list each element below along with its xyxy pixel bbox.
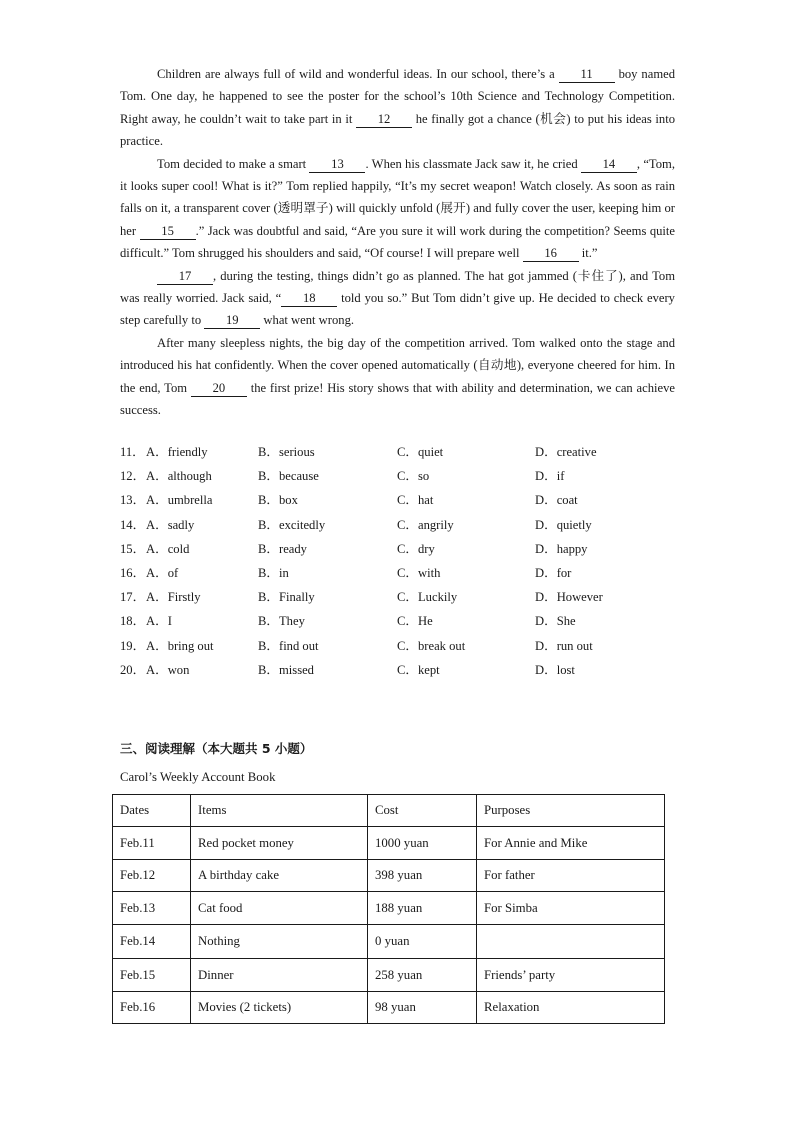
table-cell: 398 yuan [368, 860, 477, 892]
passage-text: .” Jack was doubtful and said, “Are you sure it will work during the competition? Seems quite difficult.” Tom shrugged his shoulders and said, “Of course! I will prepare well [120, 223, 675, 261]
blank-11: 11 [559, 67, 615, 83]
table-cell: Feb.14 [113, 925, 191, 959]
question-row [120, 488, 680, 512]
question-number: 16． [120, 565, 146, 580]
question-row [120, 464, 680, 488]
account-table [112, 794, 665, 1024]
passage-paragraph [120, 153, 675, 265]
passage-text: he finally got a chance (机会) to put his ideas into practice. [120, 111, 675, 149]
table-row [113, 892, 665, 925]
passage-text: Children are always full of wild and wonderful ideas. In our school, there’s a [157, 67, 559, 81]
passage-text: what went wrong. [260, 313, 355, 328]
option-d: D．happy [535, 541, 588, 556]
option-a: A．I [146, 614, 172, 629]
option-a: A．umbrella [146, 493, 213, 508]
blank-20: 20 [191, 381, 247, 397]
answer-options [120, 440, 680, 682]
option-b: B．ready [258, 541, 307, 556]
table-row [113, 827, 665, 860]
column-header: Dates [113, 795, 191, 827]
option-d: D．lost [535, 662, 575, 677]
table-cell: 0 yuan [368, 925, 477, 959]
passage-paragraph [120, 63, 675, 153]
table-row [113, 959, 665, 992]
option-a: A．of [146, 565, 179, 580]
passage-text: the first prize! His story shows that with ability and determination, we can achieve success. [120, 380, 675, 418]
table-cell: For Annie and Mike [477, 827, 665, 860]
table-cell: Relaxation [477, 992, 665, 1024]
option-b: B．serious [258, 445, 315, 459]
table-cell: Feb.13 [113, 892, 191, 925]
table-cell: 1000 yuan [368, 827, 477, 860]
question-row [120, 609, 680, 633]
option-c: C．with [397, 565, 441, 580]
option-b: B．find out [258, 638, 319, 653]
table-cell: Cat food [191, 892, 368, 925]
option-a: A．won [146, 662, 190, 677]
option-d: D．She [535, 614, 576, 629]
option-a: A．bring out [146, 638, 214, 653]
table-caption: Carol’s Weekly Account Book [120, 770, 276, 784]
passage-text: . When his classmate Jack saw it, he cried [365, 156, 581, 171]
table-cell: Feb.11 [113, 827, 191, 860]
passage-text: After many sleepless nights, the big day of the competition arrived. Tom walked onto the stage and introduced his hat confidently. When the cover opened automatically (自动地), everyone cheered for him. In the end, Tom [120, 335, 675, 395]
blank-13: 13 [309, 157, 365, 173]
passage-text: , “Tom, it looks super cool! What is it?” Tom replied happily, “It’s my secret weapon! Watch closely. As soon as rain falls on it, a transparent cover (透明罩子) will quickly unfold (展开) and fully cover the user, keeping him or her [120, 156, 675, 238]
table-cell: 258 yuan [368, 959, 477, 992]
question-row [120, 658, 680, 682]
question-row [120, 634, 680, 658]
blank-18: 18 [281, 291, 337, 307]
option-a: A．sadly [146, 517, 195, 532]
table-cell: 98 yuan [368, 992, 477, 1024]
option-d: D．coat [535, 493, 578, 508]
table-cell: Friends’ party [477, 959, 665, 992]
option-d: D．quietly [535, 517, 592, 532]
table-cell: For Simba [477, 892, 665, 925]
blank-19: 19 [204, 313, 260, 329]
passage-paragraph [120, 332, 675, 422]
blank-16: 16 [523, 246, 579, 262]
table-cell: Feb.12 [113, 860, 191, 892]
option-c: C．He [397, 614, 433, 629]
question-number: 15． [120, 541, 146, 556]
option-a: A．although [146, 469, 212, 484]
question-number: 12． [120, 469, 146, 484]
passage-text: told you so.” But Tom didn’t give up. He decided to check every step carefully to [120, 291, 675, 328]
option-b: B．Finally [258, 590, 315, 605]
question-row [120, 585, 680, 609]
table-cell: Movies (2 tickets) [191, 992, 368, 1024]
blank-17: 17 [157, 269, 213, 285]
question-row [120, 513, 680, 537]
column-header: Purposes [477, 795, 665, 827]
option-c: C．hat [397, 493, 434, 508]
table-row [113, 992, 665, 1024]
passage-text: boy named Tom. One day, he happened to see the poster for the school’s 10th Science and Technology Competition. Right away, he couldn’t wait to take part in it [120, 67, 675, 126]
option-b: B．because [258, 469, 319, 484]
question-number: 20． [120, 662, 146, 677]
option-b: B．They [258, 614, 305, 629]
option-b: B．box [258, 493, 298, 508]
table-cell: Feb.15 [113, 959, 191, 992]
question-number: 14． [120, 517, 146, 532]
section-heading: 三、阅读理解（本大题共 5 小题） [120, 741, 313, 756]
column-header: Cost [368, 795, 477, 827]
passage-text: it.” [578, 246, 598, 261]
option-d: D．creative [535, 445, 597, 459]
option-c: C．angrily [397, 517, 454, 532]
question-number: 11． [120, 445, 145, 459]
table-cell: 188 yuan [368, 892, 477, 925]
question-row [120, 561, 680, 585]
blank-15: 15 [140, 224, 196, 240]
option-a: A．friendly [146, 445, 208, 459]
option-d: D．for [535, 565, 572, 580]
table-header-row [113, 795, 665, 827]
option-a: A．Firstly [146, 590, 201, 605]
table-row [113, 925, 665, 959]
question-number: 17． [120, 590, 146, 605]
question-row [120, 440, 680, 464]
table-cell: Feb.16 [113, 992, 191, 1024]
option-c: C．break out [397, 638, 466, 653]
option-d: D．if [535, 469, 565, 484]
option-c: C．Luckily [397, 590, 458, 605]
question-number: 18． [120, 614, 146, 629]
passage-text: Tom decided to make a smart [157, 156, 310, 171]
question-number: 13． [120, 493, 146, 508]
option-b: B．in [258, 565, 289, 580]
option-d: D．run out [535, 638, 593, 653]
table-cell: Dinner [191, 959, 368, 992]
question-row [120, 537, 680, 561]
blank-12: 12 [356, 112, 412, 128]
table-cell [477, 925, 665, 959]
table-row [113, 860, 665, 892]
cloze-passage [120, 63, 675, 422]
option-a: A．cold [146, 541, 190, 556]
passage-paragraph [120, 265, 675, 332]
option-c: C．kept [397, 662, 440, 677]
column-header: Items [191, 795, 368, 827]
question-number: 19． [120, 638, 146, 653]
option-c: C．so [397, 469, 430, 484]
table-cell: A birthday cake [191, 860, 368, 892]
option-c: C．dry [397, 541, 435, 556]
option-b: B．missed [258, 662, 314, 677]
table-cell: Nothing [191, 925, 368, 959]
table-cell: For father [477, 860, 665, 892]
blank-14: 14 [581, 157, 637, 173]
passage-text: , during the testing, things didn’t go as planned. The hat got jammed (卡住了), and Tom was really worried. Jack said, “ [120, 268, 675, 306]
table-cell: Red pocket money [191, 827, 368, 860]
option-d: D．However [535, 590, 603, 605]
option-c: C．quiet [397, 445, 444, 459]
option-b: B．excitedly [258, 517, 326, 532]
